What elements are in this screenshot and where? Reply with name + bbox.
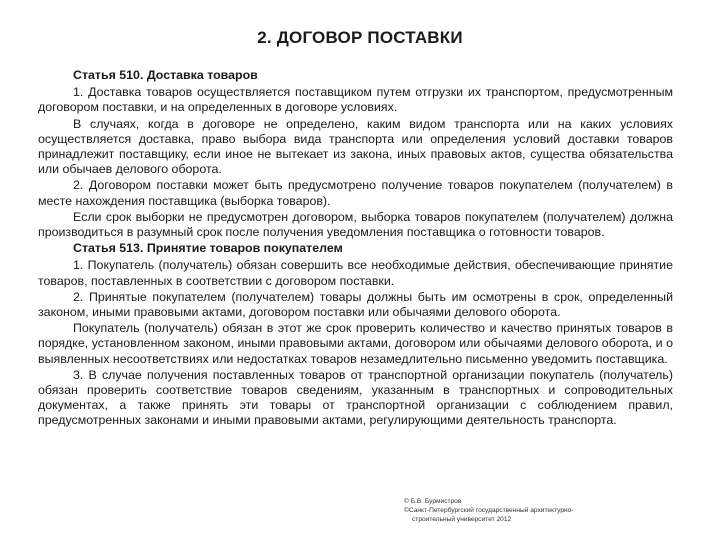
article-513-paragraph-2: 2. Принятые покупателем (получателем) товары должны быть им осмотрены в срок, определенный законом, иными правовыми актами, договором поставки или обычаями делового оборота.: [38, 289, 673, 320]
article-510-paragraph-4: Если срок выборки не предусмотрен договором, выборка товаров покупателем (получателем) должна производиться в разумный срок после получения уведомления поставщика о готовности товаров.: [38, 209, 673, 240]
article-513-heading: Статья 513. Принятие товаров покупателем: [73, 241, 343, 256]
article-510-heading: Статья 510. Доставка товаров: [73, 68, 258, 82]
footer-university-line-1: ©Санкт-Петербургский государственный архитектурно-: [404, 507, 574, 514]
article-510-paragraph-2: В случаях, когда в договоре не определено, каким видом транспорта или на каких условиях осуществляется доставка, право выбора вида транспорта или определения условий доставки товаров принадлежит поставщику, если иное не вытекает из закона, иных правовых актов, существа обязательства или обычаев делового оборота.: [38, 116, 673, 177]
article-510-paragraph-3: 2. Договором поставки может быть предусмотрено получение товаров покупателем (получателем) в месте нахождения поставщика (выборка товаров).: [38, 178, 673, 208]
footer-author: © Б.В. Бурмистров: [404, 498, 462, 505]
footer-university-line-2: строительный университет 2012: [412, 516, 512, 523]
slide-content: [38, 68, 673, 430]
slide-title: 2. ДОГОВОР ПОСТАВКИ: [257, 28, 463, 47]
article-513-paragraph-3: Покупатель (получатель) обязан в этот же срок проверить количество и качество принятых товаров в порядке, установленном законом, иными правовыми актами, договором или обычаями делового оборота, и о выявленных несоответствиях или недостатках товаров незамедлительно письменно уведомить поставщика.: [38, 321, 673, 366]
article-510-paragraph-1: 1. Доставка товаров осуществляется поставщиком путем отгрузки их транспортом, предусмотренным договором поставки, и на определенных в договоре условиях.: [38, 85, 673, 115]
copyright-footer: [404, 497, 574, 524]
article-513-paragraph-1: 1. Покупатель (получатель) обязан совершить все необходимые действия, обеспечивающие принятие товаров, поставленных в соответствии с договором поставки.: [38, 258, 673, 288]
article-513-paragraph-4: 3. В случае получения поставленных товаров от транспортной организации покупатель (получатель) обязан проверить соответствие товаров сведениям, указанным в транспортных и сопроводительных документах, а также принять эти товары от транспортной организации с соблюдением правил, предусмотренных законами и иными правовыми актами, регулирующими деятельность транспорта.: [38, 367, 673, 428]
